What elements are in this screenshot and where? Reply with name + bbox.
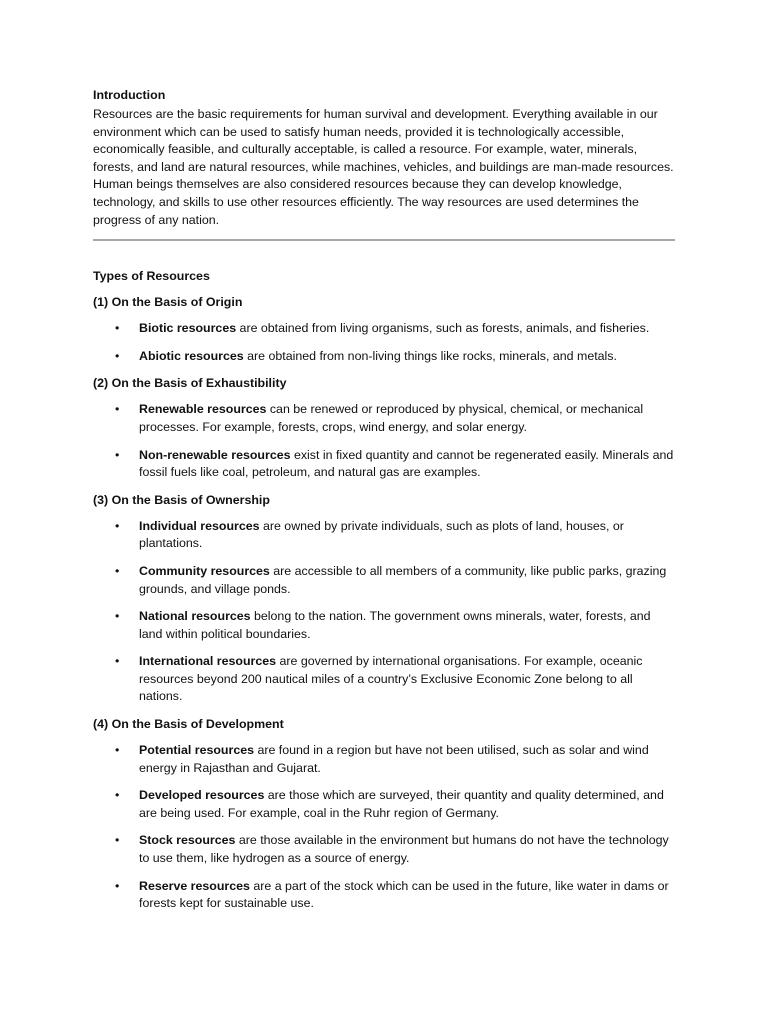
list-term: Abiotic resources: [139, 348, 244, 363]
list-term: International resources: [139, 654, 277, 669]
list-text: are obtained from non-living things like rocks, minerals, and metals.: [243, 348, 617, 363]
list-term: National resources: [139, 609, 251, 624]
types-heading: Types of Resources: [93, 269, 210, 284]
list-term: Potential resources: [139, 743, 255, 758]
introduction-heading: Introduction: [93, 88, 166, 102]
list-text: are accessible to all members of a community, like public parks, grazing grounds, and village ponds.: [139, 563, 667, 596]
section-heading-development: (4) On the Basis of Development: [93, 717, 284, 732]
section-heading-origin: (1) On the Basis of Origin: [93, 295, 243, 310]
list-item: [93, 608, 675, 643]
exhaustibility-list: [93, 401, 675, 481]
section-heading-exhaustibility: (2) On the Basis of Exhaustibility: [93, 376, 287, 391]
section-divider: [93, 239, 675, 241]
list-text: are owned by private individuals, such as plots of land, houses, or plantations.: [139, 518, 624, 551]
list-text: are obtained from living organisms, such as forests, animals, and fisheries.: [236, 321, 650, 336]
list-text: are governed by international organisations. For example, oceanic resources beyond 200 nautical miles of a country’s Exclusive Economic Zone belong to all nations.: [139, 654, 643, 704]
list-item: [93, 563, 675, 598]
bullet-icon: •: [115, 447, 120, 462]
bullet-icon: •: [115, 833, 120, 848]
list-term: Developed resources: [139, 788, 265, 803]
ownership-list: [93, 518, 675, 706]
list-item: [93, 320, 675, 338]
list-term: Individual resources: [139, 518, 260, 533]
origin-list: [93, 320, 675, 365]
bullet-icon: •: [115, 321, 120, 336]
list-item: [93, 878, 675, 913]
bullet-icon: •: [115, 654, 120, 669]
introduction-paragraph: Resources are the basic requirements for human survival and development. Everything available in our environment which can be used to satisfy human needs, provided it is technologically accessible, economically feasible, and culturally acceptable, is called a resource. For example, water, minerals, forests, and land are natural resources, while machines, vehicles, and buildings are man-made resources. Human beings themselves are also considered resources because they can develop knowledge, technology, and skills to use other resources efficiently. The way resources are used determines the progress of any nation.: [93, 107, 674, 227]
list-term: Stock resources: [139, 833, 236, 848]
list-item: [93, 653, 675, 706]
list-term: Reserve resources: [139, 878, 250, 893]
bullet-icon: •: [115, 563, 120, 578]
list-item: [93, 832, 675, 867]
list-text: belong to the nation. The government owns minerals, water, forests, and land within political boundaries.: [139, 609, 651, 641]
development-list: [93, 742, 675, 913]
list-term: Non-renewable resources: [139, 447, 291, 462]
list-text: are those which are surveyed, their quantity and quality determined, and are being used. For example, coal in the Ruhr region of Germany.: [139, 788, 664, 820]
list-item: [93, 742, 675, 777]
list-item: [93, 348, 675, 366]
bullet-icon: •: [115, 878, 120, 893]
list-text: can be renewed or reproduced by physical, chemical, or mechanical processes. For example, forests, crops, wind energy, and solar energy.: [139, 402, 644, 434]
list-item: [93, 401, 675, 436]
bullet-icon: •: [115, 609, 120, 624]
list-item: [93, 787, 675, 822]
list-item: [93, 447, 675, 482]
list-text: are a part of the stock which can be used in the future, like water in dams or forests kept for sustainable use.: [139, 878, 669, 911]
bullet-icon: •: [115, 788, 120, 803]
list-term: Community resources: [139, 563, 270, 578]
section-heading-ownership: (3) On the Basis of Ownership: [93, 492, 270, 507]
list-text: are those available in the environment but humans do not have the technology to use them, like hydrogen as a source of energy.: [139, 833, 669, 866]
list-text: exist in fixed quantity and cannot be regenerated easily. Minerals and fossil fuels like coal, petroleum, and natural gas are examples.: [139, 447, 674, 480]
list-term: Renewable resources: [139, 402, 267, 417]
list-text: are found in a region but have not been utilised, such as solar and wind energy in Rajasthan and Gujarat.: [139, 743, 649, 775]
list-term: Biotic resources: [139, 321, 237, 336]
bullet-icon: •: [115, 348, 120, 363]
bullet-icon: •: [115, 743, 120, 758]
list-item: [93, 518, 675, 553]
bullet-icon: •: [115, 518, 120, 533]
bullet-icon: •: [115, 402, 120, 417]
